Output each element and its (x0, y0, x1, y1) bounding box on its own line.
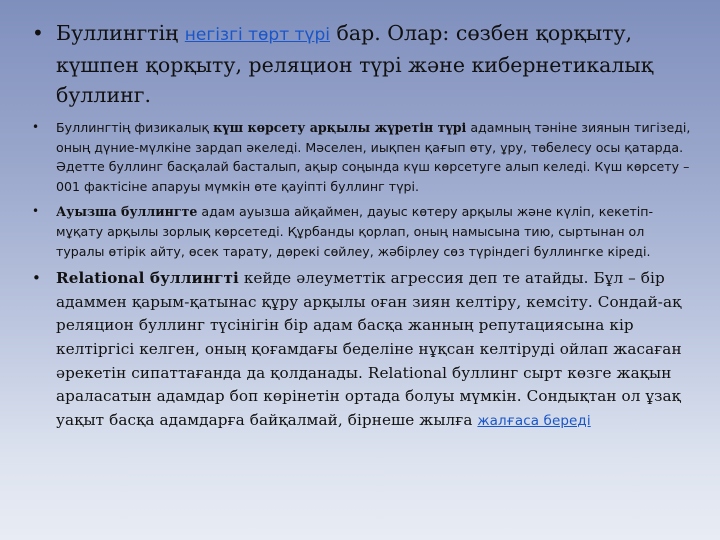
bullet-verbal (32, 202, 696, 261)
bullet-types (32, 18, 696, 110)
bullet-bold-term: Relational буллингті (56, 269, 239, 288)
bullet-relational (32, 267, 696, 433)
bullet-text: бар. Олар: сөзбен қорқыту, күшпен қорқыту, реляцион түрі және кибернетикалық буллинг. (56, 21, 654, 107)
bullet-dot: • (32, 21, 44, 45)
bullet-text: Буллингтің физикалық (56, 120, 214, 135)
bullet-bold-term: күш көрсету арқылы жүретін түрі (213, 120, 467, 135)
bullet-dot: • (32, 204, 40, 219)
bullet-text: Буллингтің (56, 21, 185, 45)
bullet-list (32, 18, 696, 433)
bullet-dot: • (32, 269, 41, 288)
bullet-text: кейде әлеуметтік агрессия деп те атайды. Бұл – бір адаммен қарым-қатынас құру арқылы оған зиян келтіру, кемсіту. Сондай-ақ реляцион буллинг түсінігін бір адам басқа жанның репутациясына кір келтіргісі келген, оның қоғамдағы беделіне нұқсан келтіруді ойлап жасаған әрекетін сипаттағанда да қолданады. Relational буллинг сырт көзге жақын араласатын адамдар боп көрінетін ортада болуы мүмкін. Сондықтан ол ұзақ уақыт басқа адамдарға байқалмай, бірнеше жылға (56, 269, 682, 429)
bullet-physical (32, 118, 696, 196)
types-link[interactable]: негізгі төрт түрі (184, 25, 331, 45)
bullet-text: адамның тәніне зиянын тигізеді, оның дүние-мүлкіне зардап әкеледі. Мәселен, иықпен қағып өту, ұру, төбелесу осы қатарда. Әдетте буллинг басқалай басталып, ақыр соңында күш көрсетуге алып келеді. Күш көрсету – 001 фактісіне апаруы мүмкін өте қауіпті буллинг түрі. (56, 120, 691, 194)
bullet-bold-term: Ауызша буллингте (56, 204, 198, 220)
continues-link[interactable]: жалғаса береді (477, 412, 591, 429)
bullet-dot: • (32, 120, 40, 134)
bullet-text: адам ауызша айқаймен, дауыс көтеру арқылы және күліп, кекетіп-мұқату арқылы зорлық көрсетеді. Құрбанды қорлап, оның намысына тию, сыртынан ол туралы өтірік айту, өсек тарату, дөрекі сөйлеу, жәбірлеу сөз түріндегі буллингке кіреді. (56, 204, 654, 259)
